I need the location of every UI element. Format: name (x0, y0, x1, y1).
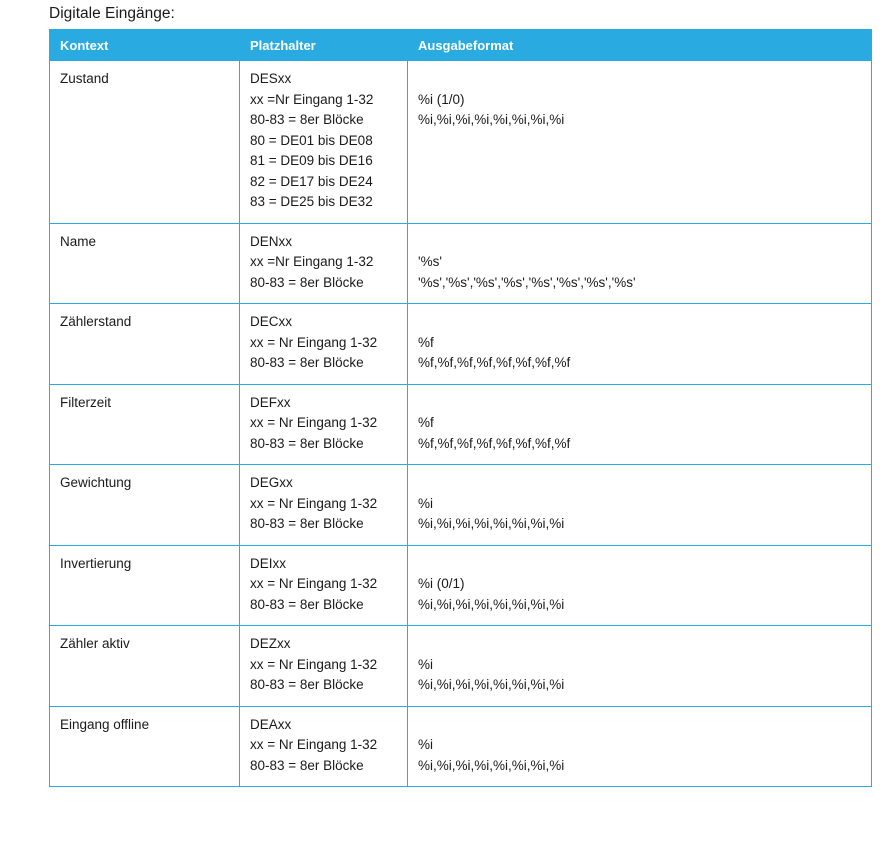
table-row (50, 465, 872, 546)
format-spacer (418, 393, 865, 414)
table-header (50, 30, 872, 61)
cell-kontext: Gewichtung (50, 465, 240, 546)
platzhalter-line: xx = Nr Eingang 1-32 (250, 495, 378, 511)
platzhalter-line: xx = Nr Eingang 1-32 (250, 576, 378, 591)
format-spacer (418, 554, 865, 575)
format-spacer (418, 69, 865, 90)
format-spacer (418, 312, 865, 333)
format-line: %i,%i,%i,%i,%i,%i,%i,%i (418, 516, 565, 531)
platzhalter-line: 80-83 = 8er Blöcke (250, 274, 364, 290)
cell-platzhalter (240, 706, 408, 787)
table-header-row (50, 30, 872, 61)
cell-ausgabeformat (408, 384, 872, 465)
cell-kontext: Name (50, 223, 240, 304)
platzhalter-line: xx =Nr Eingang 1-32 (250, 91, 374, 107)
table-row (50, 223, 872, 304)
cell-ausgabeformat (408, 626, 872, 707)
format-spacer (418, 715, 865, 736)
table-row (50, 545, 872, 626)
format-line: %f (418, 334, 434, 350)
cell-ausgabeformat (408, 706, 872, 787)
cell-platzhalter (240, 545, 408, 626)
platzhalter-line: 80-83 = 8er Blöcke (250, 677, 364, 692)
format-line: %i (418, 656, 434, 672)
format-line: %f,%f,%f,%f,%f,%f,%f,%f (418, 435, 571, 451)
format-line: %f (418, 415, 434, 430)
format-line: '%s','%s','%s','%s','%s','%s','%s','%s' (418, 274, 636, 290)
format-line: %f,%f,%f,%f,%f,%f,%f,%f (418, 355, 571, 370)
platzhalter-line: 80-83 = 8er Blöcke (250, 435, 364, 451)
cell-platzhalter (240, 223, 408, 304)
column-header-kontext: Kontext (50, 30, 240, 61)
page-title: Digitale Eingänge: (49, 5, 175, 22)
cell-platzhalter (240, 61, 408, 224)
platzhalter-line: 80 = DE01 bis DE08 (250, 132, 373, 148)
format-line: %i,%i,%i,%i,%i,%i,%i,%i (418, 112, 565, 127)
cell-ausgabeformat (408, 61, 872, 224)
cell-kontext: Zähler aktiv (50, 626, 240, 707)
platzhalter-line: DEAxx (250, 716, 292, 732)
table-row (50, 706, 872, 787)
cell-kontext: Eingang offline (50, 706, 240, 787)
platzhalter-line: DEZxx (250, 636, 291, 651)
platzhalter-line: 81 = DE09 bis DE16 (250, 153, 373, 168)
cell-platzhalter (240, 626, 408, 707)
cell-kontext: Zählerstand (50, 304, 240, 385)
format-spacer (418, 634, 865, 655)
column-header-ausgabeformat: Ausgabeformat (408, 30, 872, 61)
cell-kontext: Zustand (50, 61, 240, 224)
platzhalter-line: 80-83 = 8er Blöcke (250, 596, 364, 612)
format-line: %i,%i,%i,%i,%i,%i,%i,%i (418, 757, 565, 773)
table-body (50, 61, 872, 787)
cell-ausgabeformat (408, 223, 872, 304)
platzhalter-line: 80-83 = 8er Blöcke (250, 355, 364, 370)
cell-kontext: Filterzeit (50, 384, 240, 465)
platzhalter-line: xx = Nr Eingang 1-32 (250, 737, 378, 752)
platzhalter-line: xx = Nr Eingang 1-32 (250, 656, 378, 672)
platzhalter-line: 82 = DE17 bis DE24 (250, 173, 373, 189)
cell-kontext: Invertierung (50, 545, 240, 626)
platzhalter-line: 80-83 = 8er Blöcke (250, 757, 364, 773)
platzhalter-line: xx = Nr Eingang 1-32 (250, 415, 378, 430)
cell-platzhalter (240, 304, 408, 385)
table-row (50, 61, 872, 224)
format-line: %i (0/1) (418, 576, 465, 591)
format-line: %i,%i,%i,%i,%i,%i,%i,%i (418, 596, 565, 612)
cell-ausgabeformat (408, 465, 872, 546)
format-line: %i (418, 737, 434, 752)
table-row (50, 304, 872, 385)
platzhalter-line: xx = Nr Eingang 1-32 (250, 334, 378, 350)
cell-platzhalter (240, 465, 408, 546)
platzhalter-line: DESxx (250, 71, 292, 86)
placeholder-table-container (49, 29, 871, 787)
format-line: %i,%i,%i,%i,%i,%i,%i,%i (418, 677, 565, 692)
format-line: %i (418, 495, 434, 511)
placeholder-table (49, 29, 872, 787)
format-line: %i (1/0) (418, 91, 465, 107)
column-header-platzhalter: Platzhalter (240, 30, 408, 61)
platzhalter-line: 83 = DE25 bis DE32 (250, 194, 373, 209)
platzhalter-line: 80-83 = 8er Blöcke (250, 112, 364, 127)
platzhalter-line: DEIxx (250, 555, 287, 571)
platzhalter-line: DEGxx (250, 475, 293, 490)
format-spacer (418, 232, 865, 253)
cell-ausgabeformat (408, 304, 872, 385)
cell-platzhalter (240, 384, 408, 465)
table-row (50, 626, 872, 707)
platzhalter-line: DENxx (250, 233, 293, 249)
platzhalter-line: DEFxx (250, 394, 291, 410)
format-spacer (418, 473, 865, 494)
cell-ausgabeformat (408, 545, 872, 626)
platzhalter-line: 80-83 = 8er Blöcke (250, 516, 364, 531)
platzhalter-line: DECxx (250, 314, 293, 329)
platzhalter-line: xx =Nr Eingang 1-32 (250, 254, 374, 269)
format-line: '%s' (418, 254, 442, 269)
table-row (50, 384, 872, 465)
